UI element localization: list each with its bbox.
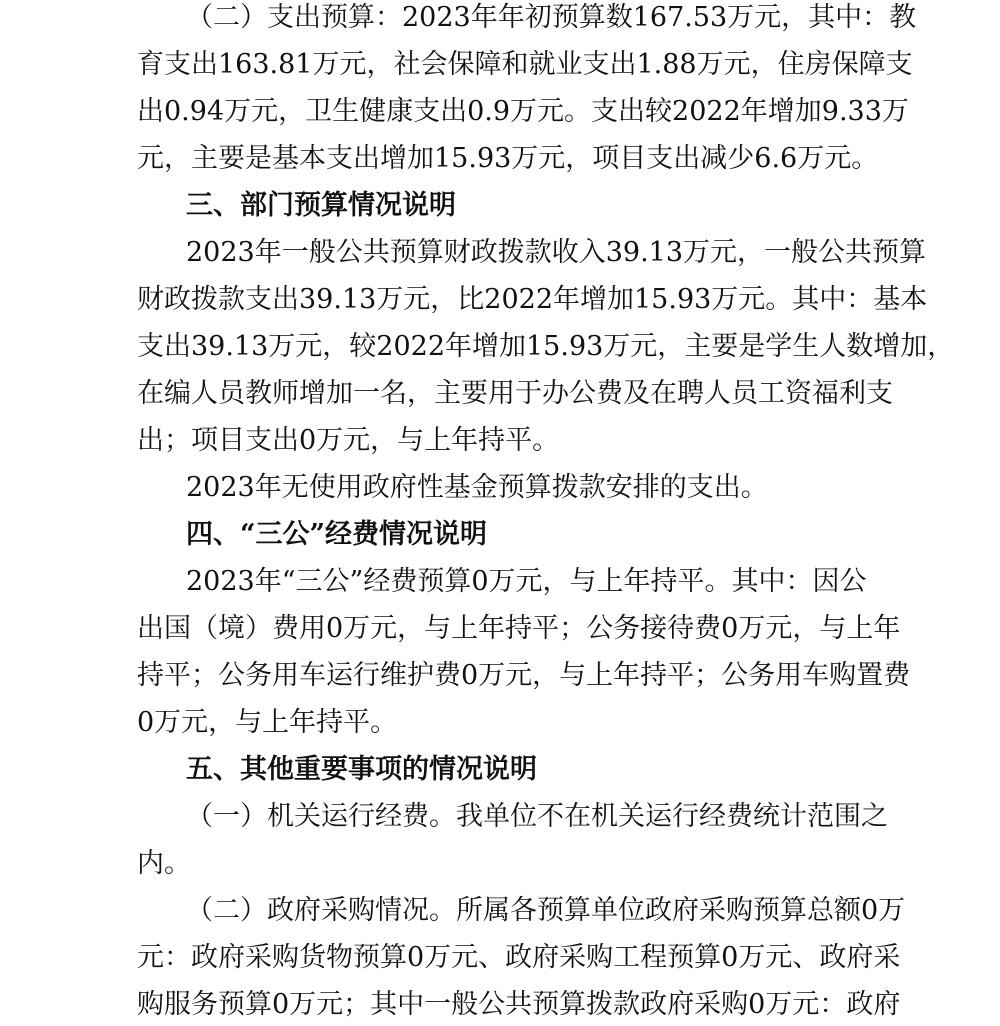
paragraph-three-public-line-4: 0万元，与上年持平。: [137, 707, 398, 738]
paragraph-procurement-line-2: 元：政府采购货物预算0万元、政府采购工程预算0万元、政府采: [137, 942, 901, 973]
paragraph-procurement-line-1: （二）政府采购情况。所属各预算单位政府采购预算总额0万: [186, 895, 906, 926]
paragraph-general-budget-line-2: 财政拨款支出39.13万元，比2022年增加15.93万元。其中：基本: [137, 284, 928, 315]
section-heading-5: 五、其他重要事项的情况说明: [186, 754, 537, 785]
section-heading-3: 三、部门预算情况说明: [186, 190, 456, 221]
paragraph-expense-budget-line-3: 出0.94万元，卫生健康支出0.9万元。支出较2022年增加9.33万: [137, 96, 909, 127]
paragraph-general-budget-line-1: 2023年一般公共预算财政拨款收入39.13万元，一般公共预算: [186, 237, 927, 268]
paragraph-procurement-line-3: 购服务预算0万元；其中一般公共预算拨款政府采购0万元：政府: [137, 989, 901, 1020]
paragraph-expense-budget-line-2: 育支出163.81万元，社会保障和就业支出1.88万元，住房保障支: [137, 49, 913, 80]
paragraph-operating-funds-line-1: （一）机关运行经费。我单位不在机关运行经费统计范围之: [186, 801, 888, 832]
paragraph-expense-budget-line-4: 元，主要是基本支出增加15.93万元，项目支出减少6.6万元。: [137, 143, 879, 174]
paragraph-general-budget-line-3: 支出39.13万元，较2022年增加15.93万元，主要是学生人数增加，: [137, 331, 955, 362]
paragraph-three-public-line-2: 出国（境）费用0万元，与上年持平；公务接待费0万元，与上年: [137, 613, 901, 644]
paragraph-fund-budget: 2023年无使用政府性基金预算拨款安排的支出。: [186, 472, 768, 503]
paragraph-operating-funds-line-2: 内。: [137, 848, 191, 879]
paragraph-three-public-line-3: 持平；公务用车运行维护费0万元，与上年持平；公务用车购置费: [137, 660, 911, 691]
section-heading-4: 四、“三公”经费情况说明: [186, 519, 488, 550]
paragraph-general-budget-line-5: 出；项目支出0万元，与上年持平。: [137, 425, 560, 456]
paragraph-general-budget-line-4: 在编人员教师增加一名，主要用于办公费及在聘人员工资福利支: [137, 378, 893, 409]
paragraph-three-public-line-1: 2023年“三公”经费预算0万元，与上年持平。其中：因公: [186, 566, 867, 597]
paragraph-expense-budget-line-1: （二）支出预算：2023年年初预算数167.53万元，其中：教: [186, 2, 917, 33]
